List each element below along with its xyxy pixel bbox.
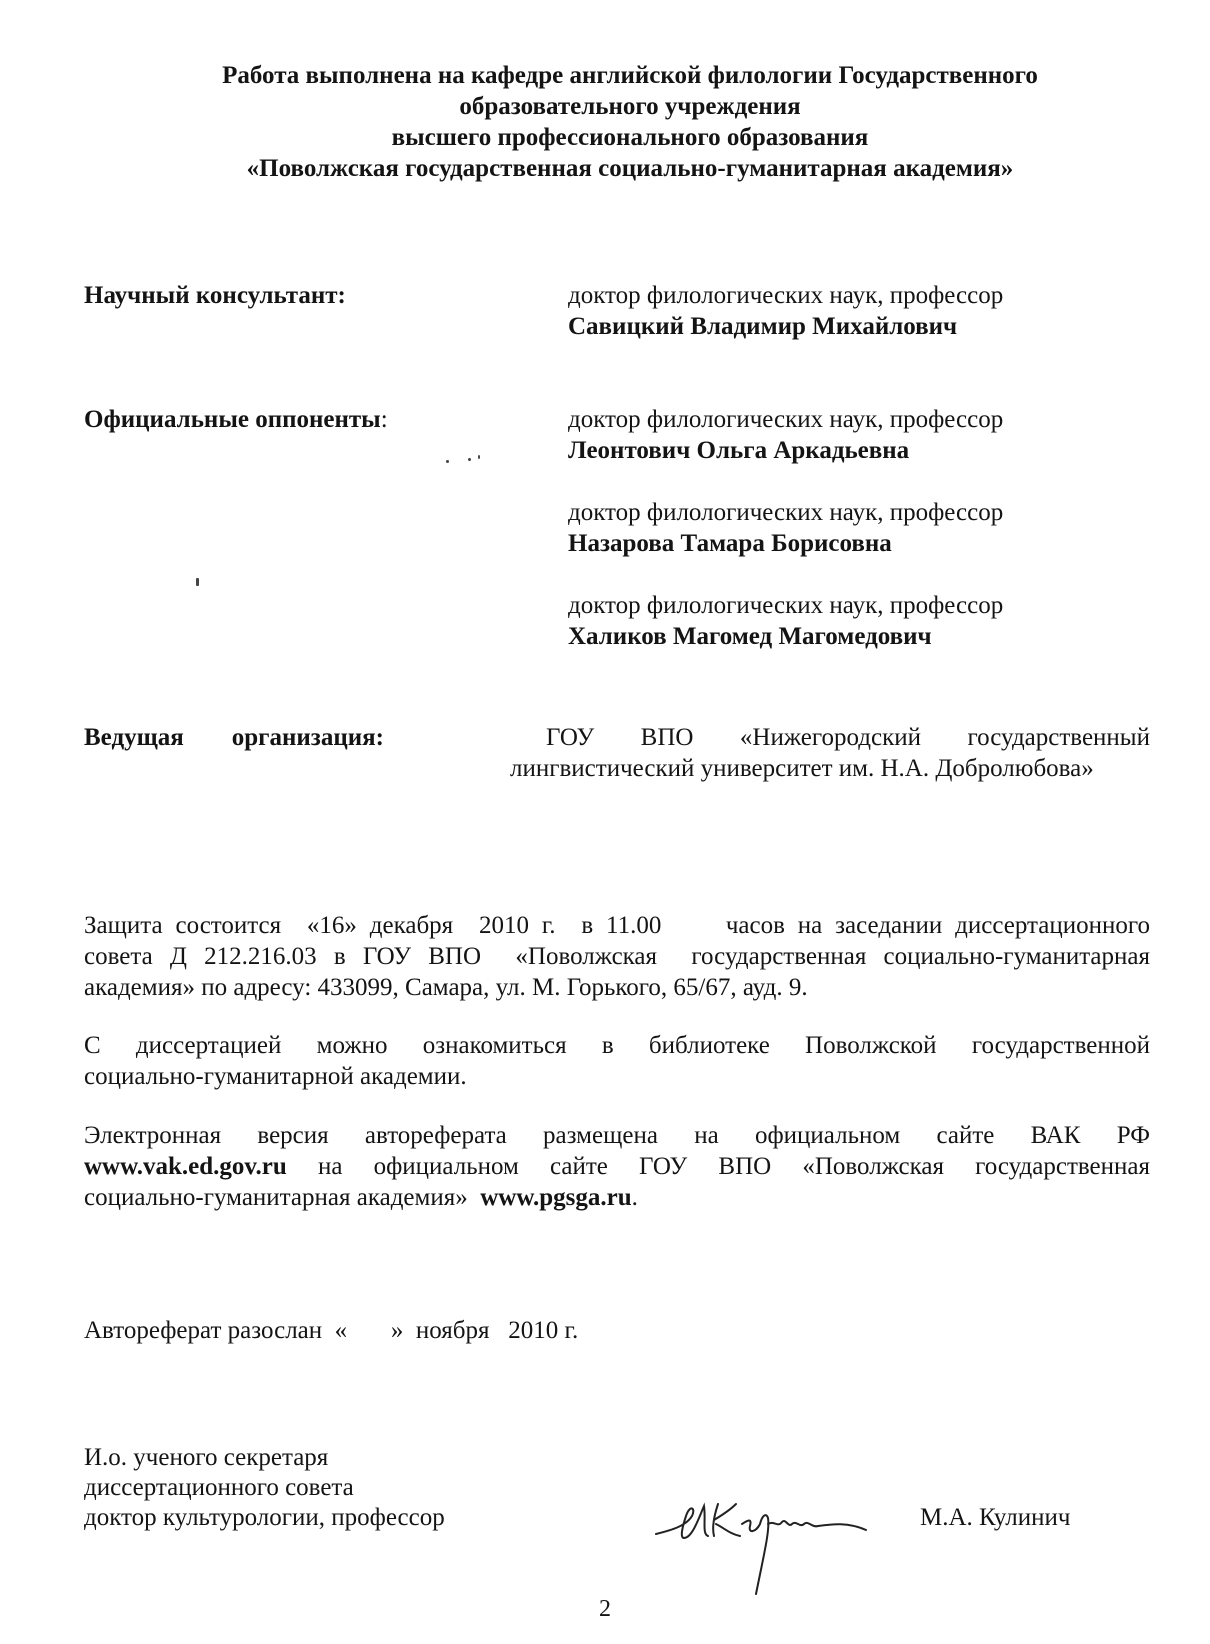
electronic-line-end: . — [631, 1184, 638, 1211]
electronic-line — [84, 1182, 1150, 1213]
consultant-label: Научный консультант: — [84, 282, 346, 309]
electronic-line: Электронная версия автореферата размещена на официальном сайте ВАК РФ — [84, 1122, 1150, 1149]
scan-speck — [446, 460, 449, 463]
library-paragraph — [84, 1030, 1150, 1092]
opponent-degree: доктор филологических наук, профессор — [568, 499, 1004, 526]
signatory-name: М.А. Кулинич — [920, 1504, 1071, 1531]
leading-org-word: ГОУ — [546, 724, 595, 751]
opponents-label-colon: : — [380, 406, 388, 433]
vak-link[interactable]: www.vak.ed.gov.ru — [84, 1153, 287, 1180]
opponents-label-text: Официальные оппоненты — [84, 406, 381, 433]
scan-speck — [468, 458, 471, 461]
consultant-block — [568, 280, 1003, 342]
opponent-degree: доктор филологических наук, профессор — [568, 406, 1004, 433]
pgsga-link[interactable]: www.pgsga.ru — [480, 1184, 632, 1211]
leading-org-word: государственный — [967, 724, 1150, 751]
signatory-line: И.о. ученого секретаря — [84, 1444, 329, 1471]
scan-speck — [196, 578, 199, 586]
electronic-line — [84, 1151, 1150, 1182]
signatory-line: доктор культурологии, профессор — [84, 1504, 445, 1531]
signatory-line: диссертационного совета — [84, 1474, 354, 1501]
leading-org-label-word: организация: — [231, 724, 384, 751]
leading-org-label — [84, 722, 384, 753]
leading-org-label-word: Ведущая — [84, 724, 184, 751]
opponent-name: Халиков Магомед Магомедович — [568, 623, 932, 650]
electronic-paragraph — [84, 1120, 1150, 1213]
scan-speck — [478, 455, 480, 459]
consultant-degree: доктор филологических наук, профессор — [568, 282, 1004, 309]
library-line: социально-гуманитарной академии. — [84, 1063, 467, 1090]
opponent-degree: доктор филологических наук, профессор — [568, 592, 1004, 619]
opponent-block — [568, 497, 1003, 559]
header-line: Работа выполнена на кафедре английской филологии Государственного — [222, 62, 1038, 89]
consultant-name: Савицкий Владимир Михайлович — [568, 313, 958, 340]
opponent-name: Леонтович Ольга Аркадьевна — [568, 437, 910, 464]
leading-org-line2: лингвистический университет им. Н.А. Добролюбова» — [510, 755, 1094, 782]
leading-org-word: ВПО — [640, 724, 694, 751]
electronic-line-text: социально-гуманитарная академия» — [84, 1184, 481, 1211]
page-number: 2 — [599, 1596, 611, 1622]
leading-org-value — [510, 722, 1150, 784]
signatory-block — [84, 1442, 445, 1532]
opponent-name: Назарова Тамара Борисовна — [568, 530, 892, 557]
header-line: высшего профессионального образования — [391, 124, 869, 151]
handwritten-signature — [652, 1494, 892, 1604]
header-line: образовательного учреждения — [459, 93, 801, 120]
leading-org-word: «Нижегородский — [739, 724, 922, 751]
opponents-label — [84, 404, 388, 435]
leading-org-line1 — [510, 722, 1150, 753]
electronic-line-text: на официальном сайте ГОУ ВПО «Поволжская государственная — [286, 1153, 1150, 1180]
sent-date-line: Автореферат разослан « » ноября 2010 г. — [84, 1317, 579, 1344]
header-line: «Поволжская государственная социально-гуманитарная академия» — [246, 155, 1014, 182]
opponent-block — [568, 590, 1003, 652]
document-header — [100, 60, 1160, 184]
library-line: С диссертацией можно ознакомиться в библиотеке Поволжской государственной — [84, 1032, 1150, 1059]
defense-line: Защита состоится «16» декабря 2010 г. в 11.00 часов на заседании диссертационного — [84, 912, 1150, 939]
defense-paragraph — [84, 910, 1150, 1003]
opponent-block — [568, 404, 1003, 466]
defense-line: совета Д 212.216.03 в ГОУ ВПО «Поволжская государственная социально-гуманитарная — [84, 943, 1150, 970]
defense-line: академия» по адресу: 433099, Самара, ул. М. Горького, 65/67, ауд. 9. — [84, 974, 808, 1001]
